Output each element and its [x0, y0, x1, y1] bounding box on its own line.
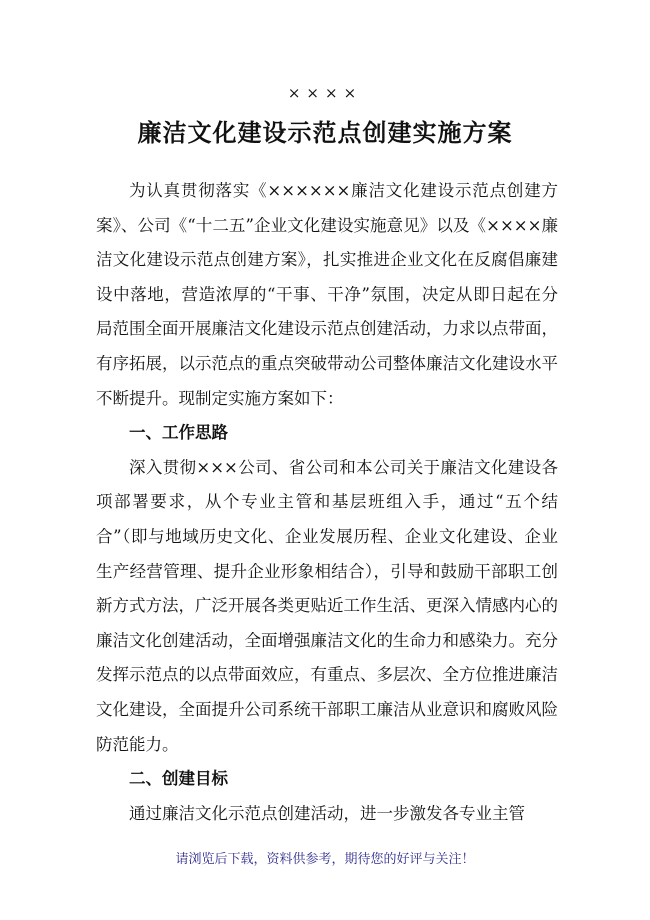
document-body [96, 174, 558, 831]
organization-placeholder: ×××× [287, 84, 363, 102]
section-heading-goals: 二、创建目标 [129, 769, 228, 789]
download-footer-note: 请浏览后下载，资料供参考，期待您的好评与关注！ [175, 852, 475, 867]
section-text-goals: 通过廉洁文化示范点创建活动，进一步激发各专业主管 [129, 803, 525, 823]
section-text-work-approach: 深入贯彻×××公司、省公司和本公司关于廉洁文化建设各项部署要求，从个专业主管和基层班组入手，通过“五个结合”（即与地域历史文化、企业发展历程、企业文化建设、企业生产经营管理、提升企业形象相结合），引导和鼓励干部职工创新方式方法，广泛开展各类更贴近工作生活、更深入情感内心的廉洁文化创建活动，全面增强廉洁文化的生命力和感染力。充分发挥示范点的以点带面效应，有重点、多层次、全方位推进廉洁文化建设，全面提升公司系统干部职工廉洁从业意识和腐败风险防范能力。 [96, 457, 558, 754]
document-title: 廉洁文化建设示范点创建实施方案 [137, 118, 513, 147]
section-heading-work-approach: 一、工作思路 [129, 423, 228, 443]
intro-paragraph: 为认真贯彻落实《××××××廉洁文化建设示范点创建方案》、公司《“十二五”企业文化建设实施意见》以及《××××廉洁文化建设示范点创建方案》，扎实推进企业文化在反腐倡廉建设中落地，营造浓厚的“干事、干净”氛围，决定从即日起在分局范围全面开展廉洁文化建设示范点创建活动，力求以点带面，有序拓展，以示范点的重点突破带动公司整体廉洁文化建设水平不断提升。现制定实施方案如下： [96, 181, 558, 408]
